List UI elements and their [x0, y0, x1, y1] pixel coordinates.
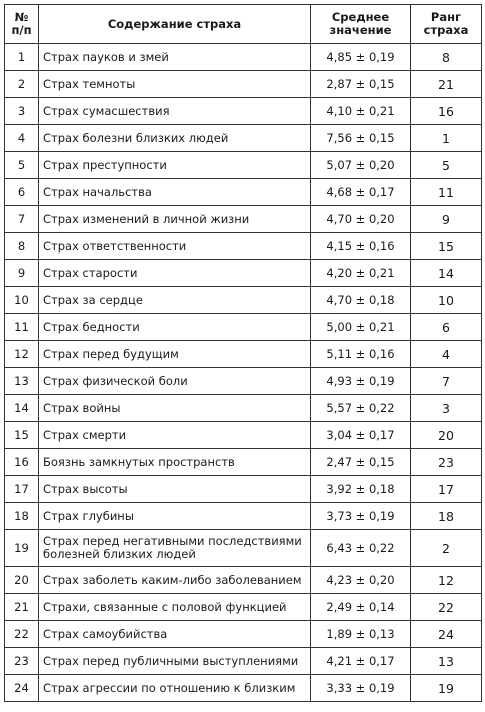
row-fear-content: Боязнь замкнутых пространств: [39, 449, 311, 476]
header-rank: Ранг страха: [411, 5, 482, 44]
row-mean-value: 1,89 ± 0,13: [311, 621, 411, 648]
row-number: 1: [5, 44, 39, 71]
row-rank: 9: [411, 206, 482, 233]
row-fear-content: Страх сумасшествия: [39, 98, 311, 125]
row-mean-value: 5,00 ± 0,21: [311, 314, 411, 341]
row-mean-value: 4,93 ± 0,19: [311, 368, 411, 395]
row-number: 16: [5, 449, 39, 476]
row-number: 5: [5, 152, 39, 179]
row-rank: 16: [411, 98, 482, 125]
row-rank: 1: [411, 125, 482, 152]
table-row: [5, 179, 482, 206]
row-fear-content: Страх пауков и змей: [39, 44, 311, 71]
row-rank: 24: [411, 621, 482, 648]
table-row: [5, 341, 482, 368]
row-rank: 21: [411, 71, 482, 98]
row-number: 12: [5, 341, 39, 368]
row-rank: 20: [411, 422, 482, 449]
row-number: 10: [5, 287, 39, 314]
row-number: 24: [5, 675, 39, 702]
header-row: [5, 5, 482, 44]
row-number: 17: [5, 476, 39, 503]
table-row: [5, 260, 482, 287]
row-rank: 2: [411, 530, 482, 567]
row-mean-value: 4,85 ± 0,19: [311, 44, 411, 71]
table-row: [5, 503, 482, 530]
row-number: 6: [5, 179, 39, 206]
row-fear-content: Страх перед негативными последствиями болезней близких людей: [39, 530, 311, 567]
row-fear-content: Страх преступности: [39, 152, 311, 179]
row-number: 20: [5, 567, 39, 594]
row-fear-content: Страх самоубийства: [39, 621, 311, 648]
header-mean: Среднее значение: [311, 5, 411, 44]
table-row: [5, 567, 482, 594]
row-rank: 7: [411, 368, 482, 395]
row-fear-content: Страх смерти: [39, 422, 311, 449]
row-number: 7: [5, 206, 39, 233]
row-fear-content: Страх глубины: [39, 503, 311, 530]
row-rank: 4: [411, 341, 482, 368]
row-mean-value: 4,70 ± 0,20: [311, 206, 411, 233]
row-mean-value: 2,47 ± 0,15: [311, 449, 411, 476]
row-fear-content: Страх высоты: [39, 476, 311, 503]
row-number: 14: [5, 395, 39, 422]
row-fear-content: Страх болезни близких людей: [39, 125, 311, 152]
table-row: [5, 368, 482, 395]
row-fear-content: Страх агрессии по отношению к близким: [39, 675, 311, 702]
row-rank: 8: [411, 44, 482, 71]
row-rank: 19: [411, 675, 482, 702]
row-number: 19: [5, 530, 39, 567]
row-mean-value: 3,92 ± 0,18: [311, 476, 411, 503]
row-mean-value: 7,56 ± 0,15: [311, 125, 411, 152]
row-fear-content: Страх темноты: [39, 71, 311, 98]
row-mean-value: 2,49 ± 0,14: [311, 594, 411, 621]
row-fear-content: Страхи, связанные с половой функцией: [39, 594, 311, 621]
row-mean-value: 4,23 ± 0,20: [311, 567, 411, 594]
row-number: 2: [5, 71, 39, 98]
row-number: 3: [5, 98, 39, 125]
row-fear-content: Страх войны: [39, 395, 311, 422]
table-header: [5, 5, 482, 44]
header-content: Содержание страха: [39, 5, 311, 44]
table-row: [5, 476, 482, 503]
row-fear-content: Страх изменений в личной жизни: [39, 206, 311, 233]
row-rank: 14: [411, 260, 482, 287]
table-row: [5, 422, 482, 449]
row-rank: 12: [411, 567, 482, 594]
row-rank: 18: [411, 503, 482, 530]
row-mean-value: 4,15 ± 0,16: [311, 233, 411, 260]
row-fear-content: Страх заболеть каким-либо заболеванием: [39, 567, 311, 594]
table-row: [5, 594, 482, 621]
table-row: [5, 233, 482, 260]
table-row: [5, 621, 482, 648]
row-rank: 10: [411, 287, 482, 314]
row-number: 9: [5, 260, 39, 287]
row-number: 22: [5, 621, 39, 648]
row-rank: 13: [411, 648, 482, 675]
table-row: [5, 530, 482, 567]
row-rank: 22: [411, 594, 482, 621]
row-rank: 3: [411, 395, 482, 422]
row-fear-content: Страх ответственности: [39, 233, 311, 260]
row-number: 18: [5, 503, 39, 530]
row-fear-content: Страх за сердце: [39, 287, 311, 314]
table-row: [5, 125, 482, 152]
table-row: [5, 395, 482, 422]
row-rank: 5: [411, 152, 482, 179]
table-body: [5, 44, 482, 702]
row-mean-value: 6,43 ± 0,22: [311, 530, 411, 567]
row-rank: 15: [411, 233, 482, 260]
header-number: № п/п: [5, 5, 39, 44]
row-rank: 11: [411, 179, 482, 206]
row-fear-content: Страх начальства: [39, 179, 311, 206]
row-number: 8: [5, 233, 39, 260]
row-mean-value: 3,04 ± 0,17: [311, 422, 411, 449]
row-number: 15: [5, 422, 39, 449]
row-mean-value: 2,87 ± 0,15: [311, 71, 411, 98]
row-mean-value: 4,20 ± 0,21: [311, 260, 411, 287]
row-mean-value: 4,68 ± 0,17: [311, 179, 411, 206]
fear-table-container: [4, 4, 481, 702]
row-number: 23: [5, 648, 39, 675]
row-mean-value: 4,70 ± 0,18: [311, 287, 411, 314]
row-fear-content: Страх перед публичными выступлениями: [39, 648, 311, 675]
row-rank: 6: [411, 314, 482, 341]
row-mean-value: 4,10 ± 0,21: [311, 98, 411, 125]
table-row: [5, 71, 482, 98]
row-mean-value: 5,07 ± 0,20: [311, 152, 411, 179]
table-row: [5, 98, 482, 125]
table-row: [5, 648, 482, 675]
table-row: [5, 675, 482, 702]
row-mean-value: 5,11 ± 0,16: [311, 341, 411, 368]
row-fear-content: Страх старости: [39, 260, 311, 287]
table-row: [5, 44, 482, 71]
row-number: 4: [5, 125, 39, 152]
table-row: [5, 314, 482, 341]
row-fear-content: Страх перед будущим: [39, 341, 311, 368]
table-row: [5, 152, 482, 179]
row-fear-content: Страх бедности: [39, 314, 311, 341]
row-rank: 23: [411, 449, 482, 476]
row-number: 21: [5, 594, 39, 621]
table-row: [5, 449, 482, 476]
row-number: 11: [5, 314, 39, 341]
row-mean-value: 3,73 ± 0,19: [311, 503, 411, 530]
row-rank: 17: [411, 476, 482, 503]
row-mean-value: 4,21 ± 0,17: [311, 648, 411, 675]
table-row: [5, 206, 482, 233]
row-mean-value: 3,33 ± 0,19: [311, 675, 411, 702]
table-row: [5, 287, 482, 314]
row-fear-content: Страх физической боли: [39, 368, 311, 395]
row-mean-value: 5,57 ± 0,22: [311, 395, 411, 422]
fear-table: [4, 4, 482, 702]
row-number: 13: [5, 368, 39, 395]
